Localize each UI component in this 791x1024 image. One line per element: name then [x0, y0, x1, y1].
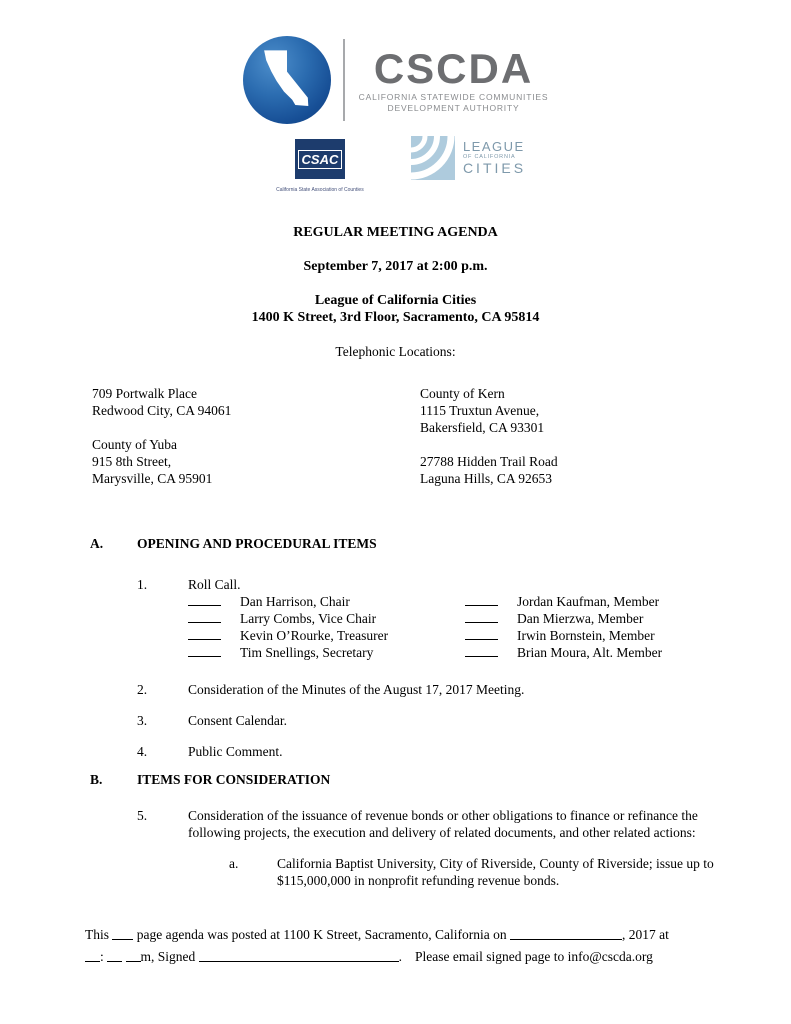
posted-ampm-blank	[126, 948, 141, 962]
cscda-tagline-2: DEVELOPMENT AUTHORITY	[387, 103, 520, 113]
csac-square-icon	[295, 139, 345, 179]
item-3-number: 3.	[137, 713, 148, 728]
roll-call-blank	[188, 593, 221, 606]
agenda-item-4	[137, 743, 791, 760]
posted-hour-blank	[85, 948, 100, 962]
csac-caption: California State Association of Counties	[276, 187, 364, 193]
item-1-number: 1.	[137, 577, 148, 592]
roll-call-row	[188, 627, 465, 644]
agenda-item-5	[137, 807, 791, 841]
posted-minute-blank	[107, 948, 122, 962]
posting-notice	[85, 924, 721, 967]
page-title: REGULAR MEETING AGENDA	[293, 225, 498, 240]
roll-call-name: Dan Mierzwa, Member	[517, 611, 644, 626]
venue-block	[0, 292, 791, 326]
roll-call-blank	[465, 627, 498, 640]
footer-email-text: Please email signed page to info@cscda.org	[415, 948, 653, 964]
section-b-title: ITEMS FOR CONSIDERATION	[137, 772, 331, 787]
item-5a-letter: a.	[229, 856, 239, 871]
csac-logo	[265, 139, 375, 199]
section-a-letter: A.	[90, 536, 104, 551]
roll-call-blank	[465, 610, 498, 623]
address-line: Laguna Hills, CA 92653	[420, 471, 552, 486]
cscda-logo-text	[359, 46, 549, 114]
roll-call-blank	[465, 644, 498, 657]
cscda-logo	[0, 0, 791, 124]
roll-call-row	[188, 644, 465, 661]
telephonic-label: Telephonic Locations:	[335, 344, 456, 359]
locations-right-column	[420, 385, 791, 487]
roll-call-name: Kevin O’Rourke, Treasurer	[240, 628, 389, 643]
roll-call-name: Irwin Bornstein, Member	[517, 628, 655, 643]
cscda-tagline-1: CALIFORNIA STATEWIDE COMMUNITIES	[358, 92, 549, 102]
address-line: Bakersfield, CA 93301	[420, 420, 545, 435]
address-block-portwalk	[92, 385, 420, 419]
footer-text: .	[398, 948, 403, 964]
roll-call-name: Brian Moura, Alt. Member	[517, 645, 663, 660]
league-line-2: OF CALIFORNIA	[462, 154, 516, 160]
meeting-datetime: September 7, 2017 at 2:00 p.m.	[303, 259, 488, 274]
roll-call-row	[465, 593, 662, 610]
venue-address: 1400 K Street, 3rd Floor, Sacramento, CA 95814	[251, 310, 540, 325]
address-line: County of Kern	[420, 386, 505, 401]
partner-logos	[0, 136, 791, 192]
footer-text: page agenda was posted at 1100 K Street, Sacramento, California on	[136, 927, 507, 942]
roll-call-list	[188, 593, 791, 661]
address-line: 915 8th Street,	[92, 454, 172, 469]
item-3-text: Consent Calendar.	[188, 713, 287, 728]
logo-divider	[343, 39, 345, 121]
roll-call-name: Larry Combs, Vice Chair	[240, 611, 377, 626]
roll-call-right-column	[465, 593, 662, 661]
agenda-item-1	[137, 576, 791, 593]
address-block-laguna	[420, 453, 791, 487]
page-count-blank	[112, 926, 133, 940]
roll-call-row	[188, 593, 465, 610]
league-swoosh-icon	[411, 136, 455, 180]
roll-call-row	[465, 627, 662, 644]
telephonic-locations	[0, 385, 791, 487]
roll-call-left-column	[188, 593, 465, 661]
item-5a-text: California Baptist University, City of Riverside, County of Riverside; issue up to $115,000,000 in nonprofit refunding revenue bonds.	[277, 856, 714, 888]
roll-call-name: Jordan Kaufman, Member	[517, 594, 660, 609]
roll-call-row	[465, 644, 662, 661]
item-5-number: 5.	[137, 808, 148, 823]
address-line: Redwood City, CA 94061	[92, 403, 232, 418]
item-5-text: Consideration of the issuance of revenue bonds or other obligations to finance or refinance the following projects, the execution and delivery of related documents, and other related actions:	[188, 808, 698, 840]
address-line: 1115 Truxtun Avenue,	[420, 403, 540, 418]
roll-call-name: Dan Harrison, Chair	[240, 594, 350, 609]
address-line: Marysville, CA 95901	[92, 471, 213, 486]
league-logo-text	[463, 140, 526, 176]
item-2-number: 2.	[137, 682, 148, 697]
roll-call-name: Tim Snellings, Secretary	[240, 645, 374, 660]
item-4-number: 4.	[137, 744, 148, 759]
roll-call-row	[188, 610, 465, 627]
address-block-yuba	[92, 436, 420, 487]
section-b-letter: B.	[90, 772, 103, 787]
league-line-3: CITIES	[462, 160, 527, 176]
agenda-item-2	[137, 681, 791, 698]
roll-call-blank	[465, 593, 498, 606]
footer-text: :	[100, 948, 104, 964]
posting-notice-line-2	[85, 946, 721, 968]
footer-text: , 2017 at	[622, 927, 669, 942]
roll-call-blank	[188, 644, 221, 657]
address-line: 709 Portwalk Place	[92, 386, 197, 401]
signature-blank	[199, 948, 399, 962]
section-a-title: OPENING AND PROCEDURAL ITEMS	[137, 536, 377, 551]
address-block-kern	[420, 385, 791, 436]
item-2-text: Consideration of the Minutes of the August 17, 2017 Meeting.	[188, 682, 525, 697]
cscda-acronym: CSCDA	[373, 45, 534, 92]
section-a-heading	[90, 535, 791, 552]
footer-text: This	[85, 927, 110, 942]
agenda-item-5a	[229, 855, 791, 889]
roll-call-blank	[188, 627, 221, 640]
locations-left-column	[92, 385, 420, 487]
posted-date-blank	[510, 926, 622, 940]
section-b-heading	[90, 771, 791, 788]
california-map-icon	[243, 36, 331, 124]
address-line: County of Yuba	[92, 437, 177, 452]
roll-call-blank	[188, 610, 221, 623]
league-line-1: LEAGUE	[462, 139, 525, 154]
venue-name: League of California Cities	[314, 293, 477, 308]
item-1-text: Roll Call.	[188, 577, 241, 592]
posting-notice-line-1	[85, 924, 721, 946]
address-line: 27788 Hidden Trail Road	[420, 454, 558, 469]
league-logo	[411, 136, 526, 180]
footer-text: m, Signed	[140, 948, 196, 964]
roll-call-row	[465, 610, 662, 627]
agenda-item-3	[137, 712, 791, 729]
csac-acronym: CSAC	[298, 150, 343, 169]
item-4-text: Public Comment.	[188, 744, 283, 759]
